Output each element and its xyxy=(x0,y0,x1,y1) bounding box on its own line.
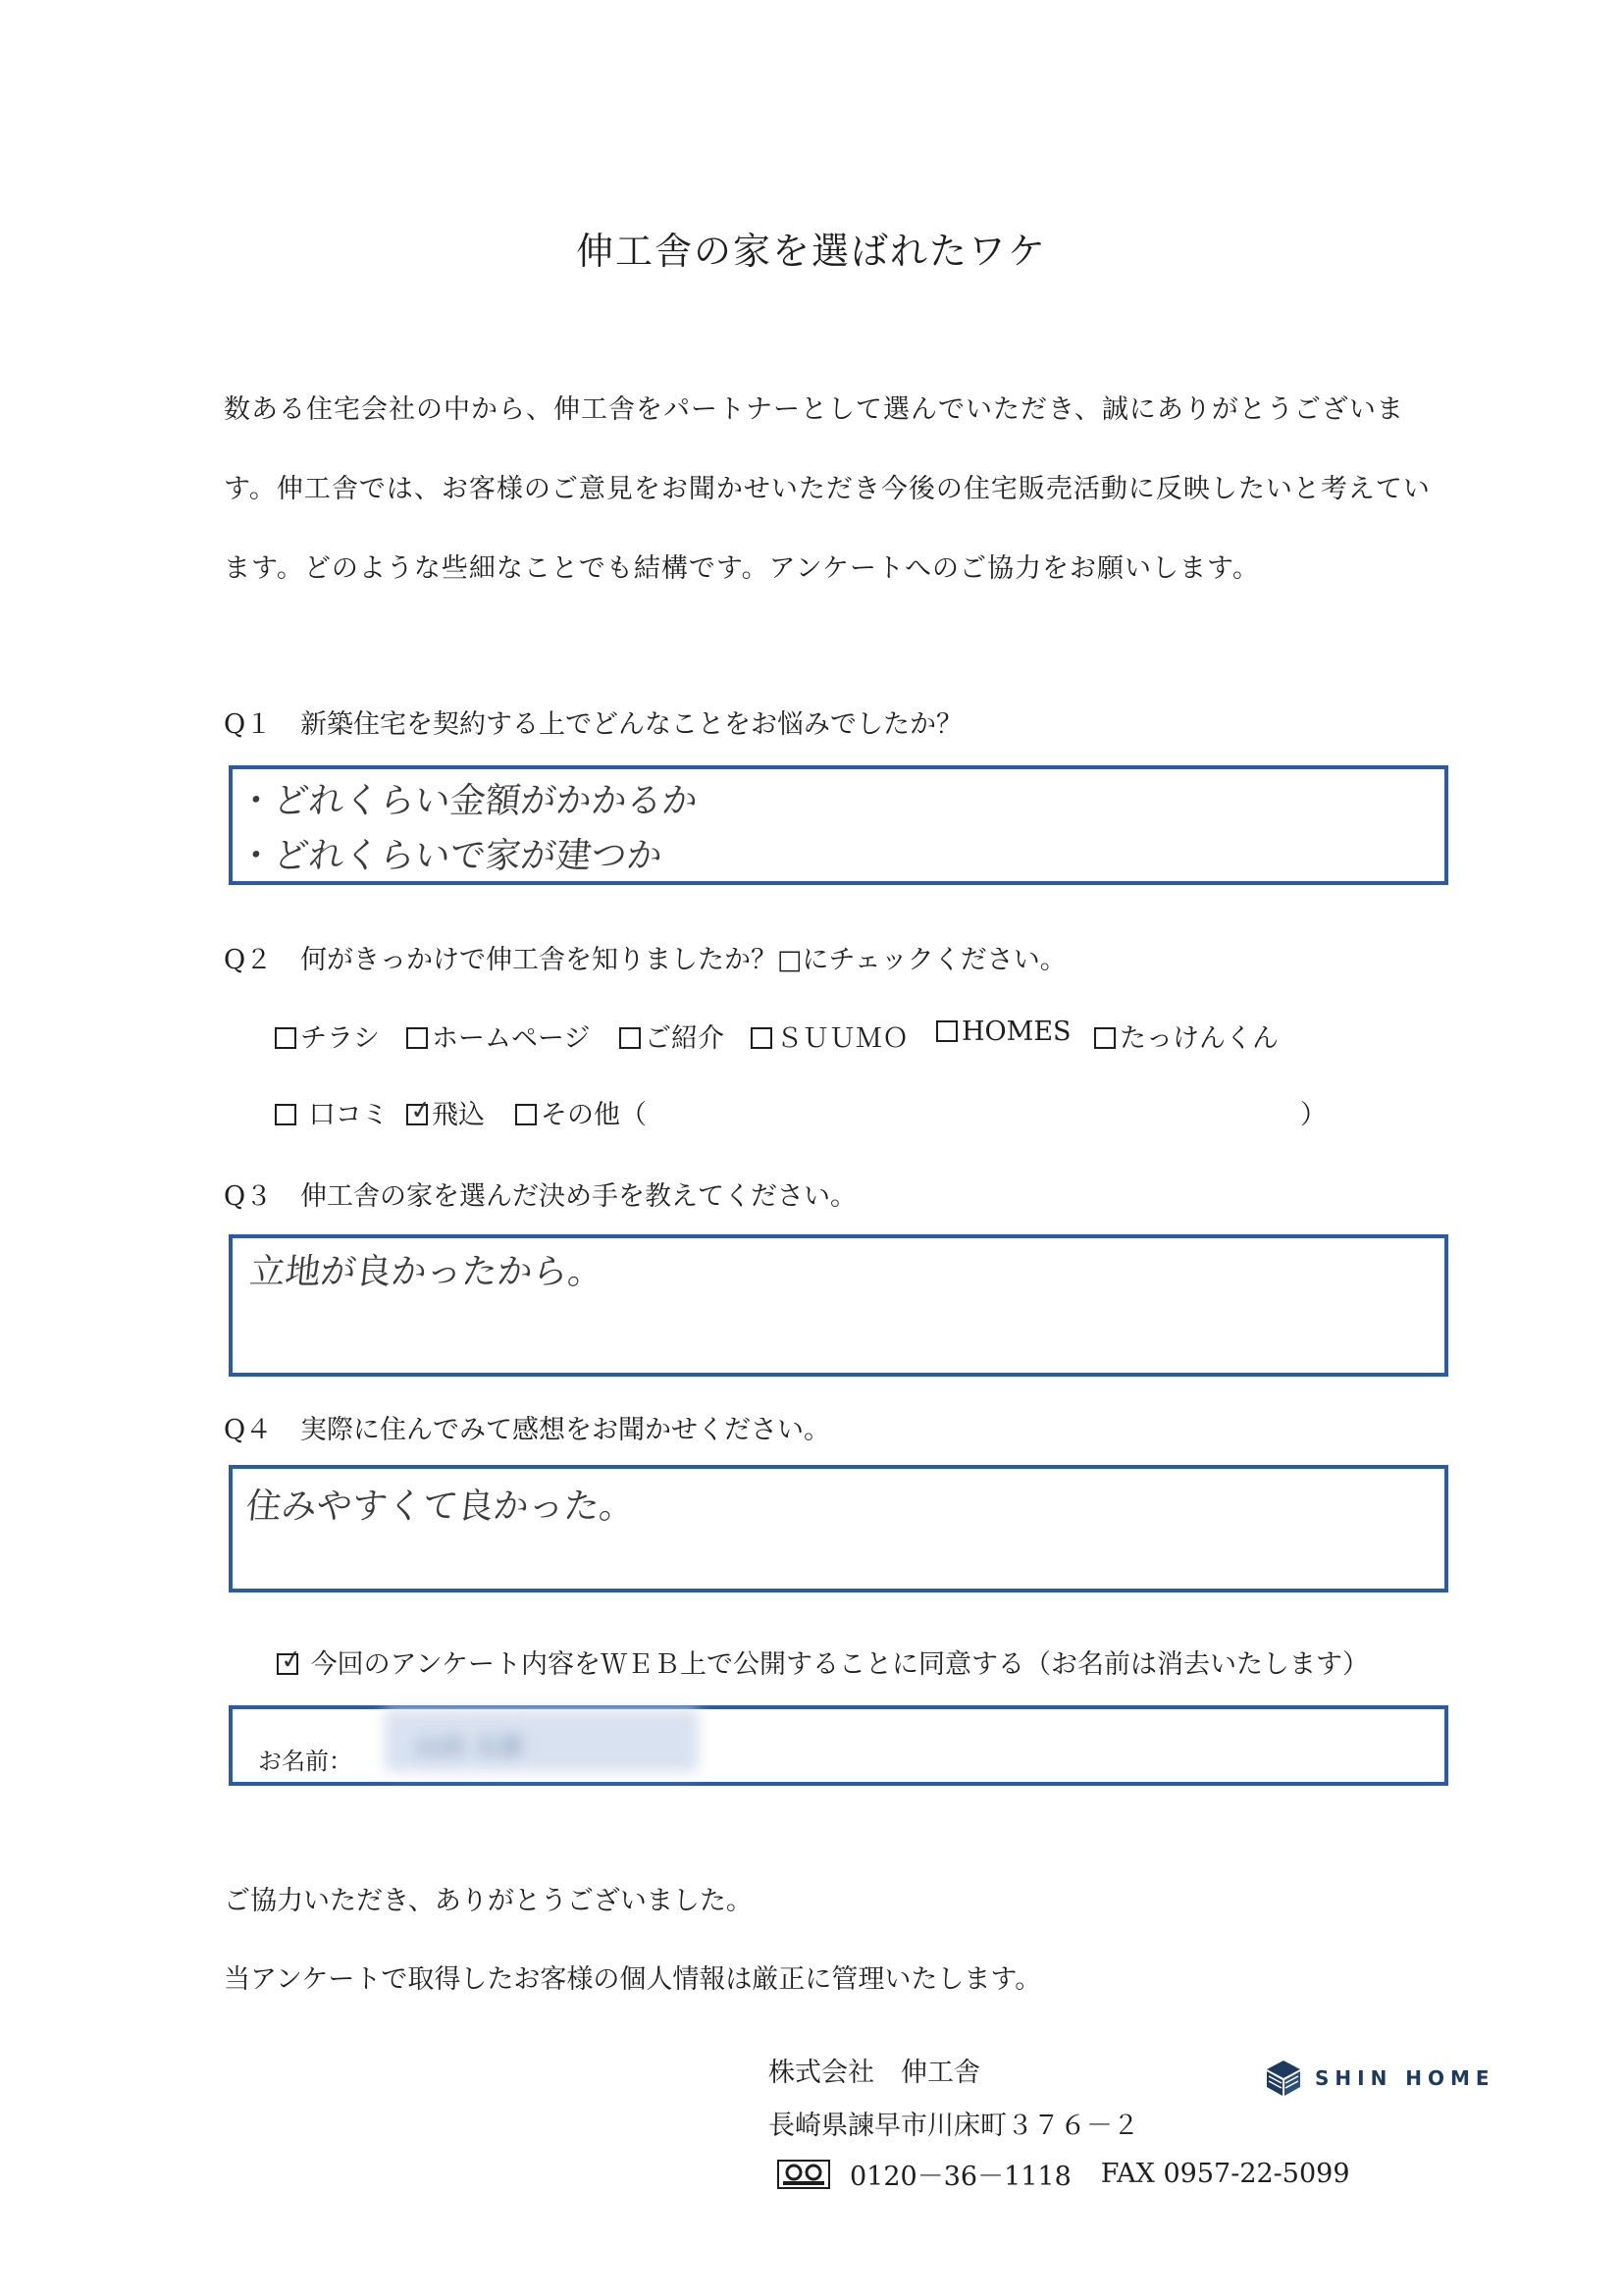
option-flyer[interactable] xyxy=(275,1017,380,1055)
option-takken-kun-label: たっけんくん xyxy=(1120,1023,1279,1054)
company-logo xyxy=(1264,2059,1495,2098)
question-4-text: 実際に住んでみて感想をお聞かせください。 xyxy=(300,1415,830,1445)
checkbox-other[interactable] xyxy=(515,1104,537,1125)
question-1-answer-box[interactable] xyxy=(229,765,1448,885)
question-3 xyxy=(224,1174,857,1213)
option-referral[interactable] xyxy=(619,1017,724,1055)
name-field-label: お名前： xyxy=(258,1748,352,1775)
question-3-number: Q３ xyxy=(224,1181,273,1212)
question-3-answer-box[interactable] xyxy=(229,1234,1448,1377)
option-word-of-mouth-label: 口コミ xyxy=(308,1100,389,1130)
name-field-value: 山田 太郎 xyxy=(414,1733,525,1762)
option-other[interactable] xyxy=(515,1093,647,1131)
page-title: 伸工舎の家を選ばれたワケ xyxy=(575,230,1047,273)
name-field[interactable] xyxy=(229,1705,1448,1786)
privacy-text: 当アンケートで取得したお客様の個人情報は厳正に管理いたします。 xyxy=(224,1964,1042,1995)
option-referral-label: ご紹介 xyxy=(645,1023,724,1054)
option-walk-in-label: 飛込 xyxy=(432,1100,485,1130)
checkbox-homes[interactable] xyxy=(936,1020,958,1042)
checkbox-referral[interactable] xyxy=(619,1027,641,1049)
question-1-number: Q１ xyxy=(224,709,273,740)
option-walk-in[interactable] xyxy=(406,1093,485,1131)
checkbox-homepage[interactable] xyxy=(406,1027,428,1049)
option-suumo[interactable] xyxy=(751,1017,909,1055)
option-homes-label: HOMES xyxy=(962,1017,1072,1047)
checkbox-walk-in[interactable] xyxy=(406,1094,434,1127)
checkbox-takken-kun[interactable] xyxy=(1094,1027,1116,1049)
logo-text: SHIN HOME xyxy=(1315,2066,1495,2090)
option-other-close-paren: ） xyxy=(1300,1100,1327,1130)
intro-line-2: す。伸工舎では、お客様のご意見をお聞かせいただき今後の住宅販売活動に反映したいと考えてい xyxy=(224,474,1431,504)
question-1-answer-line-2: ・どれくらいで家が建つか xyxy=(236,836,664,876)
check-mark-icon: ✓ xyxy=(279,1644,304,1677)
question-4-number: Q４ xyxy=(224,1415,273,1445)
checkbox-word-of-mouth[interactable] xyxy=(275,1104,296,1125)
option-homes[interactable] xyxy=(936,1017,1072,1047)
option-other-label: その他（ xyxy=(541,1100,647,1130)
option-takken-kun[interactable] xyxy=(1094,1017,1279,1055)
question-3-text: 伸工舎の家を選んだ決め手を教えてください。 xyxy=(300,1181,857,1212)
question-1 xyxy=(224,703,963,741)
free-dial-icon xyxy=(777,2160,830,2189)
checkbox-suumo[interactable] xyxy=(751,1027,772,1049)
company-fax: FAX 0957-22-5099 xyxy=(1100,2159,1350,2189)
question-2-number: Q２ xyxy=(224,945,273,975)
option-flyer-label: チラシ xyxy=(300,1023,380,1054)
question-3-answer: 立地が良かったから。 xyxy=(247,1252,605,1292)
checkbox-flyer[interactable] xyxy=(275,1027,296,1049)
company-name: 株式会社 伸工舎 xyxy=(768,2058,980,2088)
question-4-answer: 住みやすくて良かった。 xyxy=(243,1487,637,1527)
consent-text: 今回のアンケート内容をＷＥＢ上で公開することに同意する（お名前は消去いたします） xyxy=(310,1649,1369,1680)
option-word-of-mouth[interactable] xyxy=(275,1093,389,1131)
name-redaction xyxy=(385,1709,699,1772)
question-1-text: 新築住宅を契約する上でどんなことをお悩みでしたか？ xyxy=(300,709,963,740)
cube-logo-icon xyxy=(1264,2059,1303,2098)
company-phone[interactable]: 0120－36－1118 xyxy=(850,2162,1072,2192)
consent-row[interactable] xyxy=(277,1643,1369,1681)
consent-checkbox[interactable] xyxy=(277,1644,304,1677)
intro-line-3: ます。どのような些細なことでも結構です。アンケートへのご協力をお願いします。 xyxy=(224,553,1260,584)
company-address: 長崎県諫早市川床町３７６－２ xyxy=(768,2111,1139,2141)
question-4-answer-box[interactable] xyxy=(229,1465,1448,1592)
question-2-text: 何がきっかけで伸工舎を知りましたか？□にチェックください。 xyxy=(300,945,1067,975)
question-2 xyxy=(224,938,1067,976)
option-homepage-label: ホームページ xyxy=(432,1023,591,1054)
option-homepage[interactable] xyxy=(406,1017,590,1055)
check-mark-icon: ✓ xyxy=(408,1094,434,1127)
option-suumo-label: ＳＵＵＭＯ xyxy=(776,1023,909,1054)
thanks-text: ご協力いただき、ありがとうございました。 xyxy=(224,1886,753,1916)
intro-line-1: 数ある住宅会社の中から、伸工舎をパートナーとして選んでいただき、誠にありがとうございま xyxy=(224,394,1404,425)
company-contact xyxy=(777,2155,1350,2193)
question-4 xyxy=(224,1408,830,1446)
question-1-answer-line-1: ・どれくらい金額がかかるか xyxy=(236,781,700,821)
